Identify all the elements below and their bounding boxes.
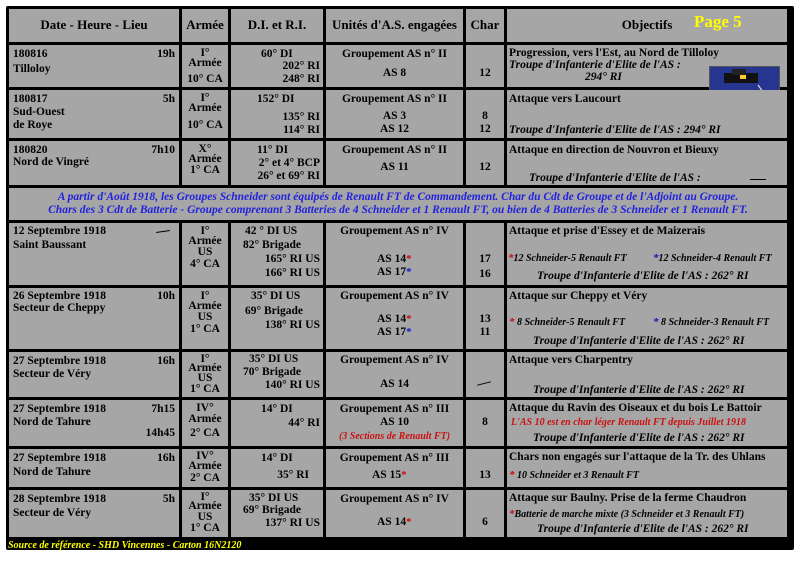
- row-4-heure-dash: [156, 230, 170, 233]
- row-2-ri-2: 114° RI: [283, 124, 320, 136]
- row-3-as: AS 11: [380, 161, 409, 173]
- row-4-ri-1: 165° RI US: [264, 253, 320, 265]
- row-5-di: 35° DI US: [251, 290, 301, 302]
- row-2-lieu: Sud-Ouest: [13, 106, 65, 118]
- row-9-date: 28 Septembre 1918: [13, 493, 107, 505]
- row-2-ca: 10° CA: [187, 119, 223, 131]
- row-9-ca: 1° CA: [190, 522, 220, 534]
- row-2-troupe: Troupe d'Infanterie d'Elite de l'AS : 294° RI: [509, 124, 721, 136]
- row-7-date: 27 Septembre 1918: [13, 403, 107, 415]
- row-1-armee-cell: [182, 45, 228, 87]
- row-6-char-cell: [466, 352, 504, 397]
- row-8-groupement: Groupement AS n° III: [339, 452, 450, 464]
- row-5-objectif-cell: [507, 288, 787, 349]
- row-7-heure: 7h15: [151, 403, 175, 415]
- row-8-objectif: Chars non engagés sur l'attaque de la Tr. des Uhlans: [509, 451, 766, 463]
- row-1-armee-num: I°: [200, 47, 210, 59]
- row-9-date-cell: [9, 490, 179, 537]
- row-2-objectif: Attaque vers Laucourt: [509, 93, 621, 105]
- row-9-us: US: [197, 511, 213, 523]
- row-7-ri: 44° RI: [288, 417, 320, 429]
- row-5-date-cell: [9, 288, 179, 349]
- row-8-di-cell: [231, 449, 323, 487]
- row-6-date: 27 Septembre 1918: [13, 355, 107, 367]
- row-9-heure: 5h: [162, 493, 175, 505]
- row-3-date: 180820: [13, 144, 48, 156]
- row-9-as: AS 14: [377, 516, 407, 528]
- row-1-groupement: Groupement AS n° II: [341, 48, 448, 60]
- row-6-objectif-cell: [507, 352, 787, 397]
- row-4-di-cell: [231, 223, 323, 285]
- row-1-date: 180816: [13, 48, 48, 60]
- row-5-detail-b-star: *: [653, 316, 659, 328]
- row-9-armee-num: I°: [200, 491, 210, 503]
- row-2-char-2: 12: [479, 123, 491, 135]
- row-6-di-cell: [231, 352, 323, 397]
- header-objectifs: Objectifs: [507, 9, 787, 42]
- row-2-char-cell: [466, 90, 504, 138]
- row-4-groupement: Groupement AS n° IV: [340, 225, 449, 237]
- row-8-detail-star: *: [509, 469, 515, 481]
- row-8-objectif-cell: [507, 449, 787, 487]
- row-6-heure: 16h: [157, 355, 175, 367]
- row-7-objectif-cell: [507, 400, 787, 446]
- row-7-as-note: (3 Sections de Renault FT): [338, 431, 451, 442]
- row-9-lieu: Secteur de Véry: [13, 507, 92, 519]
- row-8-armee-cell: [182, 449, 228, 487]
- info-banner: [9, 188, 787, 220]
- row-7-armee-num: IV°: [196, 402, 214, 414]
- row-8-as-star: *: [401, 469, 407, 481]
- row-1-troupe: Troupe d'Infanterie d'Elite de l'AS :: [509, 59, 681, 71]
- row-7-objectif: Attaque du Ravin des Oiseaux et du bois Le Battoir: [509, 402, 762, 414]
- page-label: Page 5: [694, 12, 742, 31]
- row-3-objectif-cell: [507, 141, 787, 185]
- row-4-troupe: Troupe d'Infanterie d'Elite de l'AS : 262° RI: [537, 270, 749, 282]
- row-4-as-2-star: *: [406, 266, 412, 278]
- row-7-objectif-note: L'AS 10 est en char léger Renault FT depuis Juillet 1918: [511, 417, 747, 428]
- row-7-armee-label: Armée: [188, 413, 222, 425]
- row-7-date-cell: [9, 400, 179, 446]
- row-9-char-cell: [466, 490, 504, 537]
- row-5-heure: 10h: [157, 290, 175, 302]
- row-2-heure: 5h: [162, 93, 175, 105]
- row-9-troupe: Troupe d'Infanterie d'Elite de l'AS : 262° RI: [537, 523, 749, 535]
- row-4-lieu: Saint Baussant: [13, 239, 87, 251]
- row-6-brigade: 70° Brigade: [243, 366, 301, 378]
- row-8-as: AS 15: [372, 469, 402, 481]
- row-4-armee-num: I°: [200, 225, 210, 237]
- row-3-troupe-dash: [750, 179, 766, 180]
- row-3-di-cell: [231, 141, 323, 185]
- row-3-unites-cell: [326, 141, 463, 185]
- row-5-char-2: 11: [479, 326, 491, 338]
- source-reference: Source de référence - SHD Vincennes - Carton 16N2120: [8, 540, 242, 551]
- row-3-char-cell: [466, 141, 504, 185]
- row-4-objectif-cell: [507, 223, 787, 285]
- row-9-detail-star: *: [509, 508, 515, 520]
- row-5-detail-a: 8 Schneider-5 Renault FT: [517, 317, 626, 328]
- row-7-groupement: Groupement AS n° III: [339, 403, 450, 415]
- row-4-char-1: 17: [479, 253, 491, 265]
- row-1-ca: 10° CA: [187, 73, 223, 85]
- row-9-brigade: 69° Brigade: [243, 504, 301, 516]
- row-5-di-cell: [231, 288, 323, 349]
- row-1-ri-1: 202° RI: [282, 60, 320, 72]
- row-5-detail-b: 8 Schneider-3 Renault FT: [661, 317, 770, 328]
- row-5-ri: 138° RI US: [264, 319, 320, 331]
- header-di: D.I. et R.I.: [231, 9, 323, 42]
- row-9-ri: 137° RI US: [264, 517, 320, 529]
- row-3-armee-label: Armée: [188, 153, 222, 165]
- row-6-armee-cell: [182, 352, 228, 397]
- row-7-char-cell: [466, 400, 504, 446]
- row-5-char-cell: [466, 288, 504, 349]
- row-1-unites-cell: [326, 45, 463, 87]
- row-5-detail-a-star: *: [509, 316, 515, 328]
- row-2-di-cell: [231, 90, 323, 138]
- row-6-us: US: [197, 372, 213, 384]
- row-1-date-cell: [9, 45, 179, 87]
- row-4-detail-b: 12 Schneider-4 Renault FT: [658, 253, 772, 264]
- row-4-ca: 4° CA: [190, 258, 220, 270]
- row-6-lieu: Secteur de Véry: [13, 368, 92, 380]
- row-6-groupement: Groupement AS n° IV: [340, 354, 449, 366]
- row-5-troupe: Troupe d'Infanterie d'Elite de l'AS : 262° RI: [533, 335, 745, 347]
- row-2-date-cell: [9, 90, 179, 138]
- row-5-as-1: AS 14: [377, 313, 407, 325]
- row-7-di: 14° DI: [261, 403, 293, 415]
- row-4-detail-a: 12 Schneider-5 Renault FT: [513, 253, 627, 264]
- header-char: Char: [466, 9, 504, 42]
- row-2-groupement: Groupement AS n° II: [341, 93, 448, 105]
- row-3-char: 12: [479, 161, 491, 173]
- row-7-armee-cell: [182, 400, 228, 446]
- row-4-di: 42 ° DI US: [245, 225, 298, 237]
- row-1-troupe-val: 294° RI: [585, 71, 622, 83]
- row-4-char-2: 16: [479, 268, 491, 280]
- row-1-di: 60° DI: [261, 48, 293, 60]
- row-5-brigade: 69° Brigade: [245, 305, 303, 317]
- row-6-date-cell: [9, 352, 179, 397]
- row-4-brigade: 82° Brigade: [243, 239, 301, 251]
- row-3-armee-num: X°: [198, 143, 212, 155]
- header-date: Date - Heure - Lieu: [9, 9, 179, 42]
- row-9-as-star: *: [406, 516, 412, 528]
- row-3-armee-cell: [182, 141, 228, 185]
- row-1-heure: 19h: [157, 48, 175, 60]
- row-5-lieu: Secteur de Cheppy: [13, 302, 106, 314]
- row-7-troupe: Troupe d'Infanterie d'Elite de l'AS : 262° RI: [533, 432, 745, 444]
- row-2-as-2: AS 12: [379, 123, 410, 135]
- row-5-armee-label: Armée: [188, 300, 222, 312]
- row-3-troupe: Troupe d'Infanterie d'Elite de l'AS :: [529, 172, 701, 184]
- row-6-unites-cell: [326, 352, 463, 397]
- row-6-armee-num: I°: [200, 353, 210, 365]
- row-4-as-2: AS 17: [377, 266, 407, 278]
- row-7-heure2: 14h45: [145, 427, 175, 439]
- row-4-as-1-star: *: [406, 253, 412, 265]
- row-4-us: US: [197, 246, 213, 258]
- row-4-armee-label: Armée: [188, 235, 222, 247]
- row-6-objectif: Attaque vers Charpentry: [509, 354, 633, 366]
- row-5-date: 26 Septembre 1918: [13, 290, 107, 302]
- row-2-as-1: AS 3: [382, 110, 407, 122]
- row-4-date-cell: [9, 223, 179, 285]
- row-2-unites-cell: [326, 90, 463, 138]
- row-9-char: 6: [482, 516, 488, 528]
- row-5-armee-num: I°: [200, 290, 210, 302]
- row-8-heure: 16h: [157, 452, 175, 464]
- row-9-objectif-cell: [507, 490, 787, 537]
- row-4-unites-cell: [326, 223, 463, 285]
- row-2-armee-label: Armée: [188, 102, 222, 114]
- row-9-unites-cell: [326, 490, 463, 537]
- row-9-di-cell: [231, 490, 323, 537]
- row-6-armee-label: Armée: [188, 362, 222, 374]
- row-8-di: 14° DI: [261, 452, 293, 464]
- row-3-objectif: Attaque en direction de Nouvron et Bieuxy: [509, 144, 719, 156]
- row-9-groupement: Groupement AS n° IV: [340, 493, 449, 505]
- row-3-ca: 1° CA: [190, 164, 220, 176]
- banner-line-1: A partir d'Août 1918, les Groupes Schneider sont équipés de Renault FT de Commandement. Char du Cdt de Groupe et de l'Adjoint au Groupe.: [57, 191, 739, 203]
- row-4-armee-cell: [182, 223, 228, 285]
- row-2-char-1: 8: [482, 110, 488, 122]
- row-2-objectif-cell: [507, 90, 787, 138]
- row-4-objectif: Attaque et prise d'Essey et de Maizerais: [509, 225, 706, 237]
- row-1-di-cell: [231, 45, 323, 87]
- row-1-armee-label: Armée: [188, 57, 222, 69]
- row-6-char-dash: [477, 381, 491, 385]
- row-5-objectif: Attaque sur Cheppy et Véry: [509, 290, 648, 302]
- row-1-objectif: Progression, vers l'Est, au Nord de Tilloloy: [509, 47, 719, 59]
- row-9-armee-cell: [182, 490, 228, 537]
- row-5-char-1: 13: [479, 313, 491, 325]
- row-4-detail-a-star: *: [508, 252, 514, 264]
- row-1-ri-2: 248° RI: [282, 73, 320, 85]
- row-8-char-cell: [466, 449, 504, 487]
- row-8-armee-label: Armée: [188, 460, 222, 472]
- row-8-char: 13: [479, 469, 491, 481]
- row-4-date: 12 Septembre 1918: [13, 225, 107, 237]
- row-8-ca: 2° CA: [190, 472, 220, 484]
- row-7-unites-cell: [326, 400, 463, 446]
- row-5-as-1-star: *: [406, 313, 412, 325]
- row-9-objectif: Attaque sur Baulny. Prise de la ferme Chaudron: [509, 492, 747, 504]
- row-8-ri: 35° RI: [277, 469, 309, 481]
- row-2-armee-num: I°: [200, 92, 210, 104]
- row-6-di: 35° DI US: [249, 353, 299, 365]
- row-8-date: 27 Septembre 1918: [13, 452, 107, 464]
- row-4-char-cell: [466, 223, 504, 285]
- row-6-as: AS 14: [379, 378, 410, 390]
- row-3-ri-2: 26° et 69° RI: [257, 170, 320, 182]
- row-8-lieu: Nord de Tahure: [13, 466, 91, 478]
- row-8-date-cell: [9, 449, 179, 487]
- row-8-unites-cell: [326, 449, 463, 487]
- row-1-lieu: Tilloloy: [13, 63, 51, 75]
- row-3-date-cell: [9, 141, 179, 185]
- row-3-heure: 7h10: [151, 144, 175, 156]
- row-1-as: AS 8: [382, 67, 407, 79]
- row-2-di: 152° DI: [257, 93, 295, 105]
- row-1-char-cell: [466, 45, 504, 87]
- row-1-char: 12: [479, 67, 491, 79]
- row-5-as-2-star: *: [406, 326, 412, 338]
- row-6-ri: 140° RI US: [264, 379, 320, 391]
- row-9-armee-label: Armée: [188, 500, 222, 512]
- row-4-ri-2: 166° RI US: [264, 267, 320, 279]
- row-9-detail: Batterie de marche mixte (3 Schneider et 3 Renault FT): [514, 509, 745, 520]
- row-5-groupement: Groupement AS n° IV: [340, 290, 449, 302]
- row-9-di: 35° DI US: [249, 492, 299, 504]
- row-8-armee-num: IV°: [196, 450, 214, 462]
- row-7-di-cell: [231, 400, 323, 446]
- row-7-char: 8: [482, 416, 488, 428]
- row-5-us: US: [197, 311, 213, 323]
- header-armee: Armée: [182, 9, 228, 42]
- header-unites: Unités d'A.S. engagées: [326, 9, 463, 42]
- row-7-lieu: Nord de Tahure: [13, 416, 91, 428]
- row-2-ri-1: 135° RI: [282, 111, 320, 123]
- row-7-ca: 2° CA: [190, 427, 220, 439]
- row-5-ca: 1° CA: [190, 323, 220, 335]
- row-4-detail-b-star: *: [653, 252, 659, 264]
- row-8-detail: 10 Schneider et 3 Renault FT: [517, 470, 639, 481]
- row-7-as: AS 10: [379, 416, 410, 428]
- row-6-troupe: Troupe d'Infanterie d'Elite de l'AS : 262° RI: [533, 384, 745, 396]
- row-6-ca: 1° CA: [190, 383, 220, 395]
- row-3-groupement: Groupement AS n° II: [341, 144, 448, 156]
- row-5-armee-cell: [182, 288, 228, 349]
- row-2-armee-cell: [182, 90, 228, 138]
- row-5-as-2: AS 17: [377, 326, 407, 338]
- row-3-ri-1: 2° et 4° BCP: [258, 157, 320, 169]
- row-2-lieu2: de Roye: [13, 119, 53, 131]
- row-3-di: 11° DI: [257, 144, 289, 156]
- banner-line-2: Chars des 3 Cdt de Batterie - Groupe comprenant 3 Batteries de 4 Schneider et 1 Renault FT, ou bien de 4 Batteries de 3 Schneider et 1 Renault FT.: [48, 204, 748, 216]
- row-3-lieu: Nord de Vingré: [13, 156, 90, 168]
- row-2-date: 180817: [13, 93, 48, 105]
- row-4-as-1: AS 14: [377, 253, 407, 265]
- row-5-unites-cell: [326, 288, 463, 349]
